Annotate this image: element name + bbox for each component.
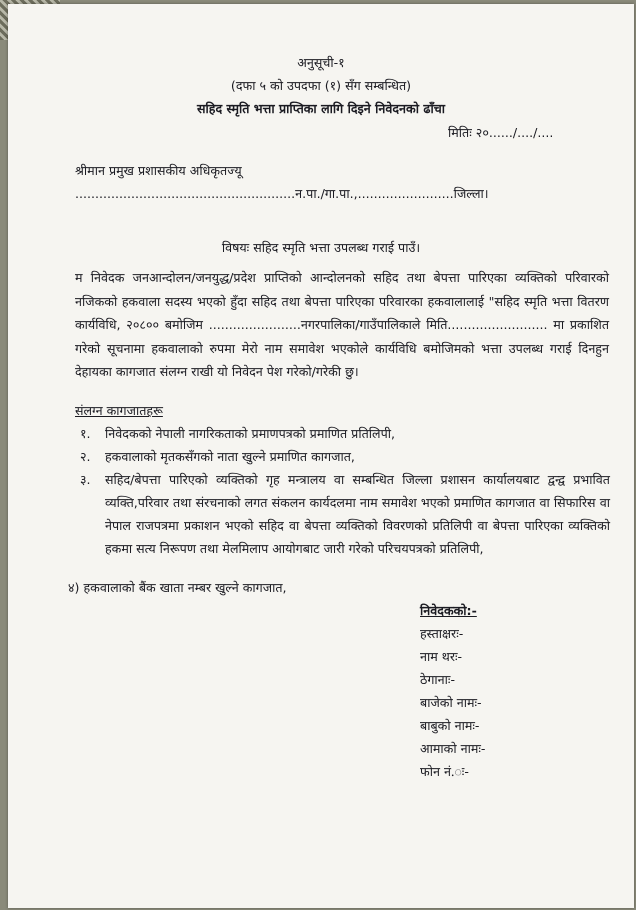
applicant-heading: निवेदकको:-: [420, 603, 477, 618]
address-field: ठेगानाः-: [420, 672, 456, 687]
attachments-heading: संलग्न कागजातहरू: [75, 403, 163, 418]
clause-reference: (दफा ५ को उपदफा (१) सँग सम्बन्धित): [230, 78, 412, 93]
schedule-label: अनुसूची-१: [297, 55, 345, 70]
attachment-number: २.: [80, 449, 91, 464]
attachment-item: निवेदकको नेपाली नागरिकताको प्रमाणपत्रको प्रमाणित प्रतिलिपी,: [105, 426, 395, 441]
phone-field: फोन नं.ः-: [420, 764, 469, 779]
attachment-item-4: ४) हकवालाको बैंक खाता नम्बर खुल्ने कागजात,: [68, 580, 287, 595]
father-name-field: बाबुको नामः-: [420, 718, 480, 733]
date-line: मितिः २०....../..../....: [448, 125, 554, 140]
document-title: सहिद स्मृति भत्ता प्राप्तिका लागि दिइने निवेदनको ढाँचा: [197, 101, 445, 116]
name-field: नाम थरः-: [420, 649, 463, 664]
attachment-item: सहिद/बेपत्ता पारिएको व्यक्तिको गृह मन्त्रालय वा सम्बन्धित जिल्ला प्रशासन कार्यालयबाट द्वन्द्व प्रभावित व्यक्ति,परिवार तथा संरचनाको लगत संकलन कार्यदलमा नाम समावेश भएको प्रमाणित कागजात वा सिफारिस वा नेपाल राजपत्रमा प्रकाशन भएको सहिद वा बेपत्ता व्यक्तिको विवरणको प्रतिलिपी वा बेपत्ता पारिएका व्यक्तिको हकमा सत्य निरूपण तथा मेलमिलाप आयोगबाट जारी गरेको परिचयपत्रको प्रतिलिपी,: [105, 472, 610, 556]
body-paragraph: म निवेदक जनआन्दोलन/जनयुद्ध/प्रदेश प्राप्तिको आन्दोलनको सहिद तथा बेपत्ता पारिएका व्यक्तिको परिवारको नजिकको हकवाला सदस्य भएको हुँदा सहिद तथा बेपत्ता पारिएका परिवारका हकवालालाई "सहिद स्मृति भत्ता वितरण कार्यविधि, २०८०० बमोजिम .......................नगरपालिका/गाउँपालिकाले मिति......................... मा प्रकाशित गरेको सूचनामा हकवालाको रुपमा मेरो नाम समावेश भएकोले कार्यविधि बमोजिमको भत्ता उपलब्ध गराई दिनहुन देहायका कागजात संलग्न राखी यो निवेदन पेश गरेको/गरेकी छु।: [75, 270, 609, 380]
address-line: .......................................................न.पा./गा.पा.,........................जिल्ला।: [75, 186, 489, 201]
attachment-item: हकवालाको मृतकसँगको नाता खुल्ने प्रमाणित कागजात,: [105, 449, 355, 464]
subject-line: विषयः सहिद स्मृति भत्ता उपलब्ध गराई पाउँ।: [221, 240, 421, 255]
signature-field: हस्ताक्षरः-: [420, 626, 464, 641]
grandfather-name-field: बाजेको नामः-: [420, 695, 482, 710]
salutation: श्रीमान प्रमुख प्रशासकीय अधिकृतज्यू: [75, 163, 242, 178]
attachment-number: १.: [80, 426, 91, 441]
document-page: [8, 4, 634, 908]
mother-name-field: आमाको नामः-: [420, 741, 486, 756]
attachment-number: ३.: [80, 472, 91, 487]
